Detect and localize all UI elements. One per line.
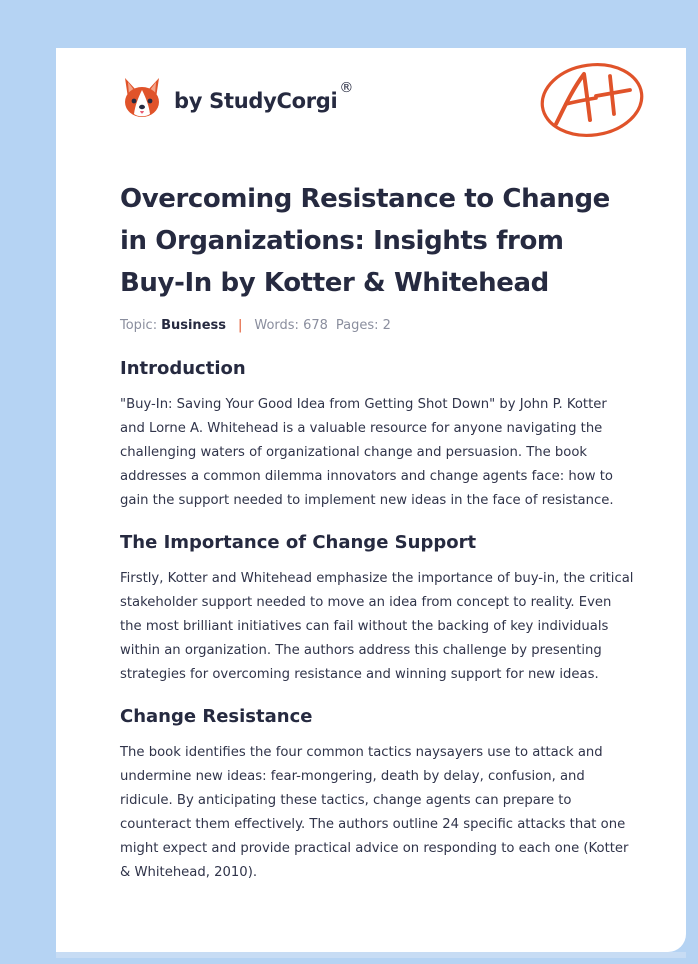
section-paragraph: Firstly, Kotter and Whitehead emphasize the importance of buy-in, the critical stakeholder support needed to move an idea from concept to reality. Even the most brilliant initiatives can fail without the backing of key individuals within an organization. The authors address this challenge by presenting strategies for overcoming resistance and winning support for new ideas. (120, 571, 634, 682)
document-meta (120, 318, 635, 333)
registered-mark: ® (339, 80, 354, 96)
word-count: Words: 678 (254, 318, 328, 333)
document-title: Overcoming Resistance to Change in Organizations: Insights from Buy-In by Kotter & Whitehead (120, 184, 610, 298)
document-content (120, 178, 635, 885)
meta-separator: | (237, 318, 243, 333)
brand-name: by StudyCorgi (174, 89, 338, 113)
section-paragraph: The book identifies the four common tactics naysayers use to attack and undermine new ideas: fear-mongering, death by delay, confusion, and ridicule. By anticipating these tactics, change agents can prepare to counteract them effectively. The authors outline 24 specific attacks that one might expect and provide practical advice on responding to each one (Kotter & Whitehead, 2010). (120, 745, 629, 880)
page-count: Pages: 2 (335, 318, 391, 333)
grade-text: A+ (538, 58, 540, 59)
section-introduction (120, 357, 635, 513)
section-importance-of-change-support (120, 531, 635, 687)
corgi-icon (122, 76, 162, 120)
document-page (56, 48, 686, 952)
studycorgi-logo[interactable] (122, 76, 353, 120)
section-heading: Change Resistance (120, 706, 313, 727)
topic-link[interactable]: Business (161, 318, 226, 333)
section-change-resistance (120, 705, 635, 885)
section-heading: The Importance of Change Support (120, 532, 477, 553)
topic-label: Topic: (120, 318, 158, 333)
section-paragraph: "Buy-In: Saving Your Good Idea from Getting Shot Down" by John P. Kotter and Lorne A. Whitehead is a valuable resource for anyone navigating the challenging waters of organizational change and persuasion. The book addresses a common dilemma innovators and change agents face: how to gain the support needed to implement new ideas in the face of resistance. (120, 397, 614, 508)
section-heading: Introduction (120, 358, 246, 379)
page-shadow (56, 952, 686, 958)
grade-a-plus-icon (538, 58, 648, 142)
